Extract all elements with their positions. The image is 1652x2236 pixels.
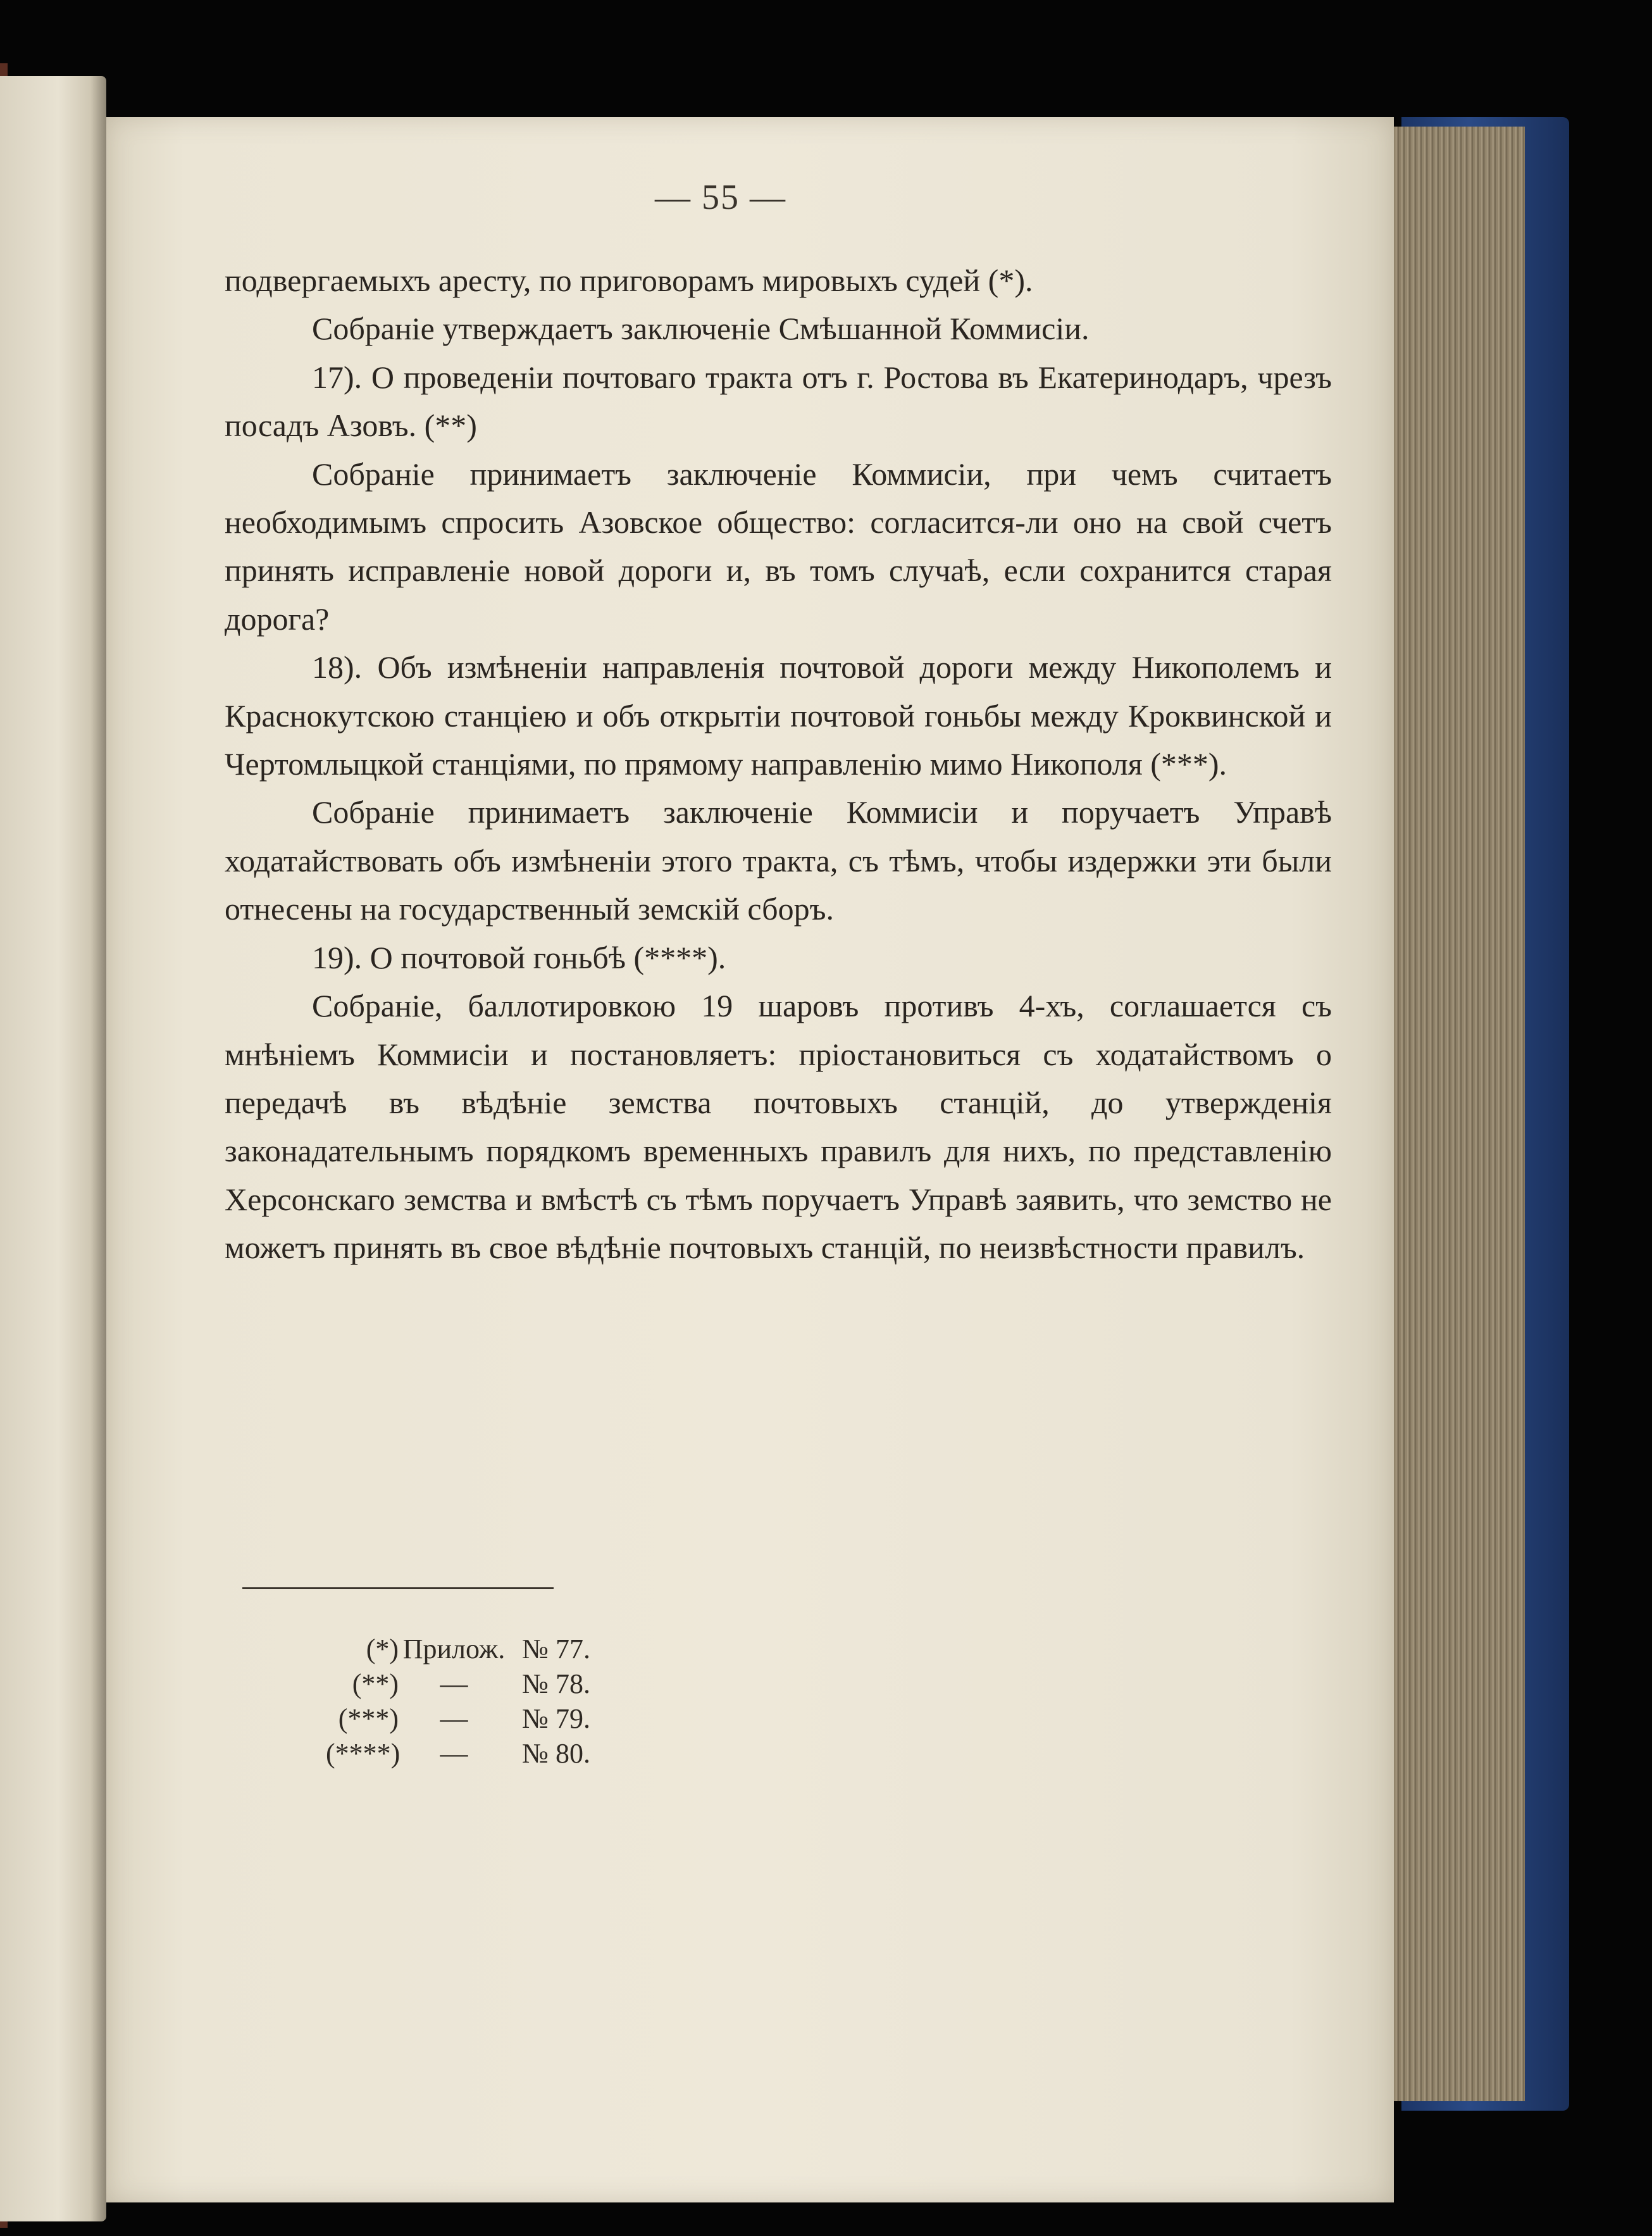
paragraph: подвергаемыхъ аресту, по приговорамъ мировыхъ судей (*). bbox=[225, 263, 1033, 298]
footnote-ref: — bbox=[440, 1668, 468, 1699]
paragraph: 17). О проведеніи почтоваго тракта отъ г. Ростова въ Екатеринодаръ, чрезъ посадъ Азовъ. (**) bbox=[225, 359, 1332, 444]
footnote-number: № 78. bbox=[522, 1668, 590, 1699]
footnotes bbox=[326, 1632, 598, 1771]
footnote-divider bbox=[242, 1587, 554, 1589]
page-number: — 55 — bbox=[655, 178, 786, 217]
footnote-item bbox=[326, 1666, 598, 1701]
footnote-mark: (****) bbox=[326, 1738, 401, 1769]
footnote-mark: (***) bbox=[338, 1703, 399, 1734]
paragraph: Собраніе принимаетъ заключеніе Коммисіи и поручаетъ Управѣ ходатайствовать объ измѣненіи этого тракта, съ тѣмъ, чтобы издержки эти были отнесены на государственный земскій сборъ. bbox=[225, 794, 1332, 927]
paragraph: 18). Объ измѣненіи направленія почтовой дороги между Никополемъ и Краснокутскою станціею и объ открытіи почтовой гоньбы между Кроквинской и Чертомлыцкой станціями, по прямому направленію мимо Никополя (***). bbox=[225, 649, 1332, 782]
footnote-item bbox=[326, 1701, 598, 1736]
footnote-item bbox=[326, 1632, 598, 1666]
footnote-ref: Прилож. bbox=[402, 1633, 506, 1665]
left-page-edge bbox=[0, 76, 106, 2221]
footnote-ref: — bbox=[440, 1703, 468, 1734]
footnote-number: № 80. bbox=[522, 1738, 590, 1769]
footnote-mark: (**) bbox=[352, 1668, 399, 1699]
paragraph: Собраніе утверждаетъ заключеніе Смѣшанной Коммисіи. bbox=[312, 311, 1090, 347]
book-page-edges bbox=[1389, 127, 1525, 2101]
footnote-mark: (*) bbox=[366, 1633, 399, 1665]
footnote-item bbox=[326, 1736, 598, 1771]
footnote-number: № 77. bbox=[522, 1633, 590, 1665]
footnote-ref: — bbox=[440, 1738, 468, 1769]
footnote-number: № 79. bbox=[522, 1703, 590, 1734]
paragraph: 19). О почтовой гоньбѣ (****). bbox=[312, 939, 726, 975]
paragraph: Собраніе, баллотировкою 19 шаровъ противъ 4-хъ, соглашается съ мнѣніемъ Коммисіи и постановляетъ: пріостановиться съ ходатайствомъ о передачѣ въ вѣдѣніе земства почтовыхъ станцій, до утвержденія законадательнымъ порядкомъ временныхъ правилъ для нихъ, по представленію Херсонскаго земства и вмѣстѣ съ тѣмъ поручаетъ Управѣ заявить, что земство не можетъ принять въ свое вѣдѣніе почтовыхъ станцій, по неизвѣстности правилъ. bbox=[225, 988, 1332, 1266]
paragraph: Собраніе принимаетъ заключеніе Коммисіи, при чемъ считаетъ необходимымъ спросить Азовское общество: согласится-ли оно на свой счетъ принять исправленіе новой дороги и, въ томъ случаѣ, если сохранится старая дорога? bbox=[225, 456, 1332, 637]
body-text bbox=[225, 256, 1332, 1272]
